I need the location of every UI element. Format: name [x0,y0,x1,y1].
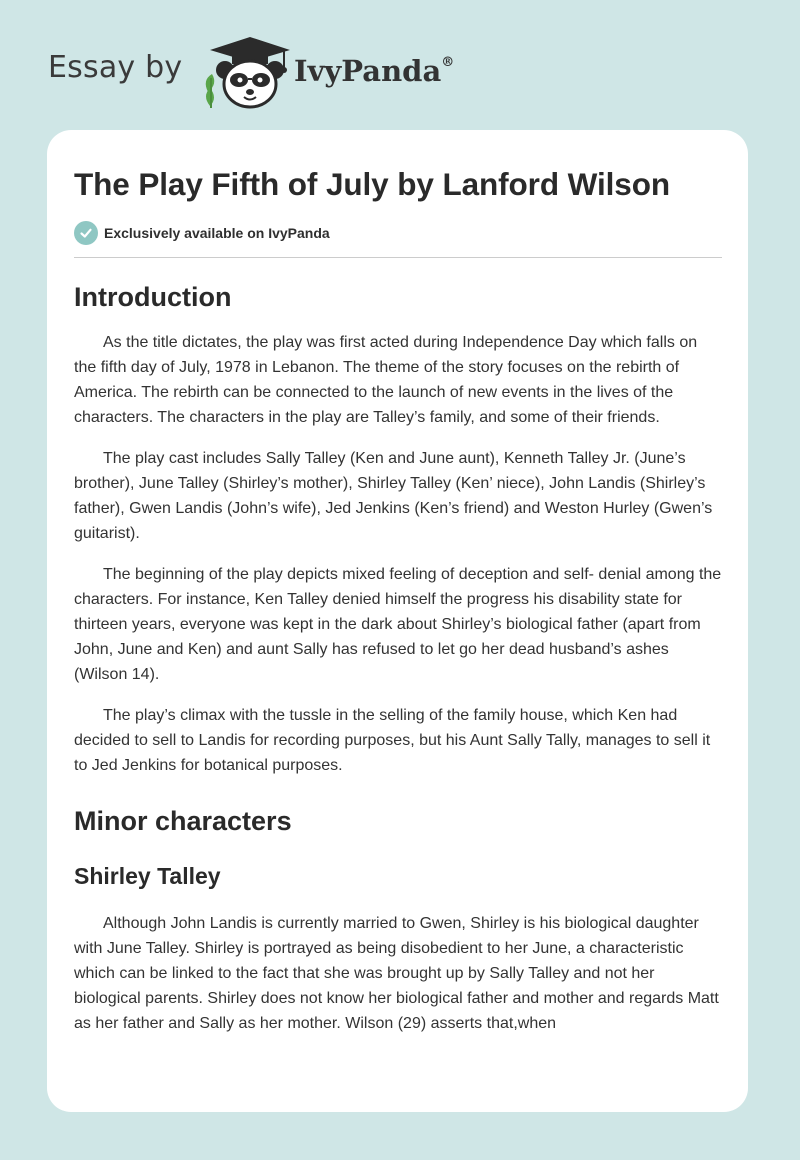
subsection-heading-shirley-talley: Shirley Talley [74,863,221,889]
paragraph: The play’s climax with the tussle in the selling of the family house, which Ken had decided to sell to Landis for recording purposes, but his Aunt Sally Tally, manages to sell it to Jed Jenkins for botanical purposes. [74,707,711,774]
site-header [0,0,800,130]
section-heading-introduction: Introduction [74,282,232,312]
section-heading-minor-characters: Minor characters [74,806,292,836]
exclusive-badge [74,220,722,246]
trademark: ® [441,55,455,71]
page-title: The Play Fifth of July by Lanford Wilson [74,166,670,202]
paragraph: The play cast includes Sally Talley (Ken and June aunt), Kenneth Talley Jr. (June’s brother), June Talley (Shirley’s mother), Shirley Talley (Ken’ niece), John Landis (Shirley’s father), Gwen Landis (John’s wife), Jed Jenkins (Ken’s friend) and Weston Hurley (Gwen’s guitarist). [74,450,713,542]
paragraph: The beginning of the play depicts mixed feeling of deception and self- denial among the characters. For instance, Ken Talley denied himself the progress his disability state for thirteen years, everyone was kept in the dark about Shirley’s biological father (apart from John, June and Ken) and aunt Sally has refused to let go her dead husband’s ashes (Wilson 14). [74,566,722,683]
divider [74,257,722,258]
panda-graduate-icon[interactable] [198,34,294,110]
brand-name[interactable]: IvyPanda® [294,54,455,88]
exclusive-badge-label: Exclusively available on IvyPanda [104,225,330,241]
paragraph: Although John Landis is currently married to Gwen, Shirley is his biological daughter with June Talley. Shirley is portrayed as being disobedient to her June, a characteristic which can be linked to the fact that she was brought up by Sally Talley and not her biological parents. Shirley does not know her biological father and mother and regards Matt as her father and Sally as her mother. Wilson (29) asserts that,when [74,915,719,1032]
essay-by-label: Essay by [48,50,183,85]
essay-card [47,130,748,1112]
paragraph: As the title dictates, the play was first acted during Independence Day which falls on the fifth day of July, 1978 in Lebanon. The theme of the story focuses on the rebirth of America. The rebirth can be connected to the launch of new events in the lives of the characters. The characters in the play are Talley’s family, and some of their friends. [74,334,698,426]
check-circle-icon [74,221,98,245]
